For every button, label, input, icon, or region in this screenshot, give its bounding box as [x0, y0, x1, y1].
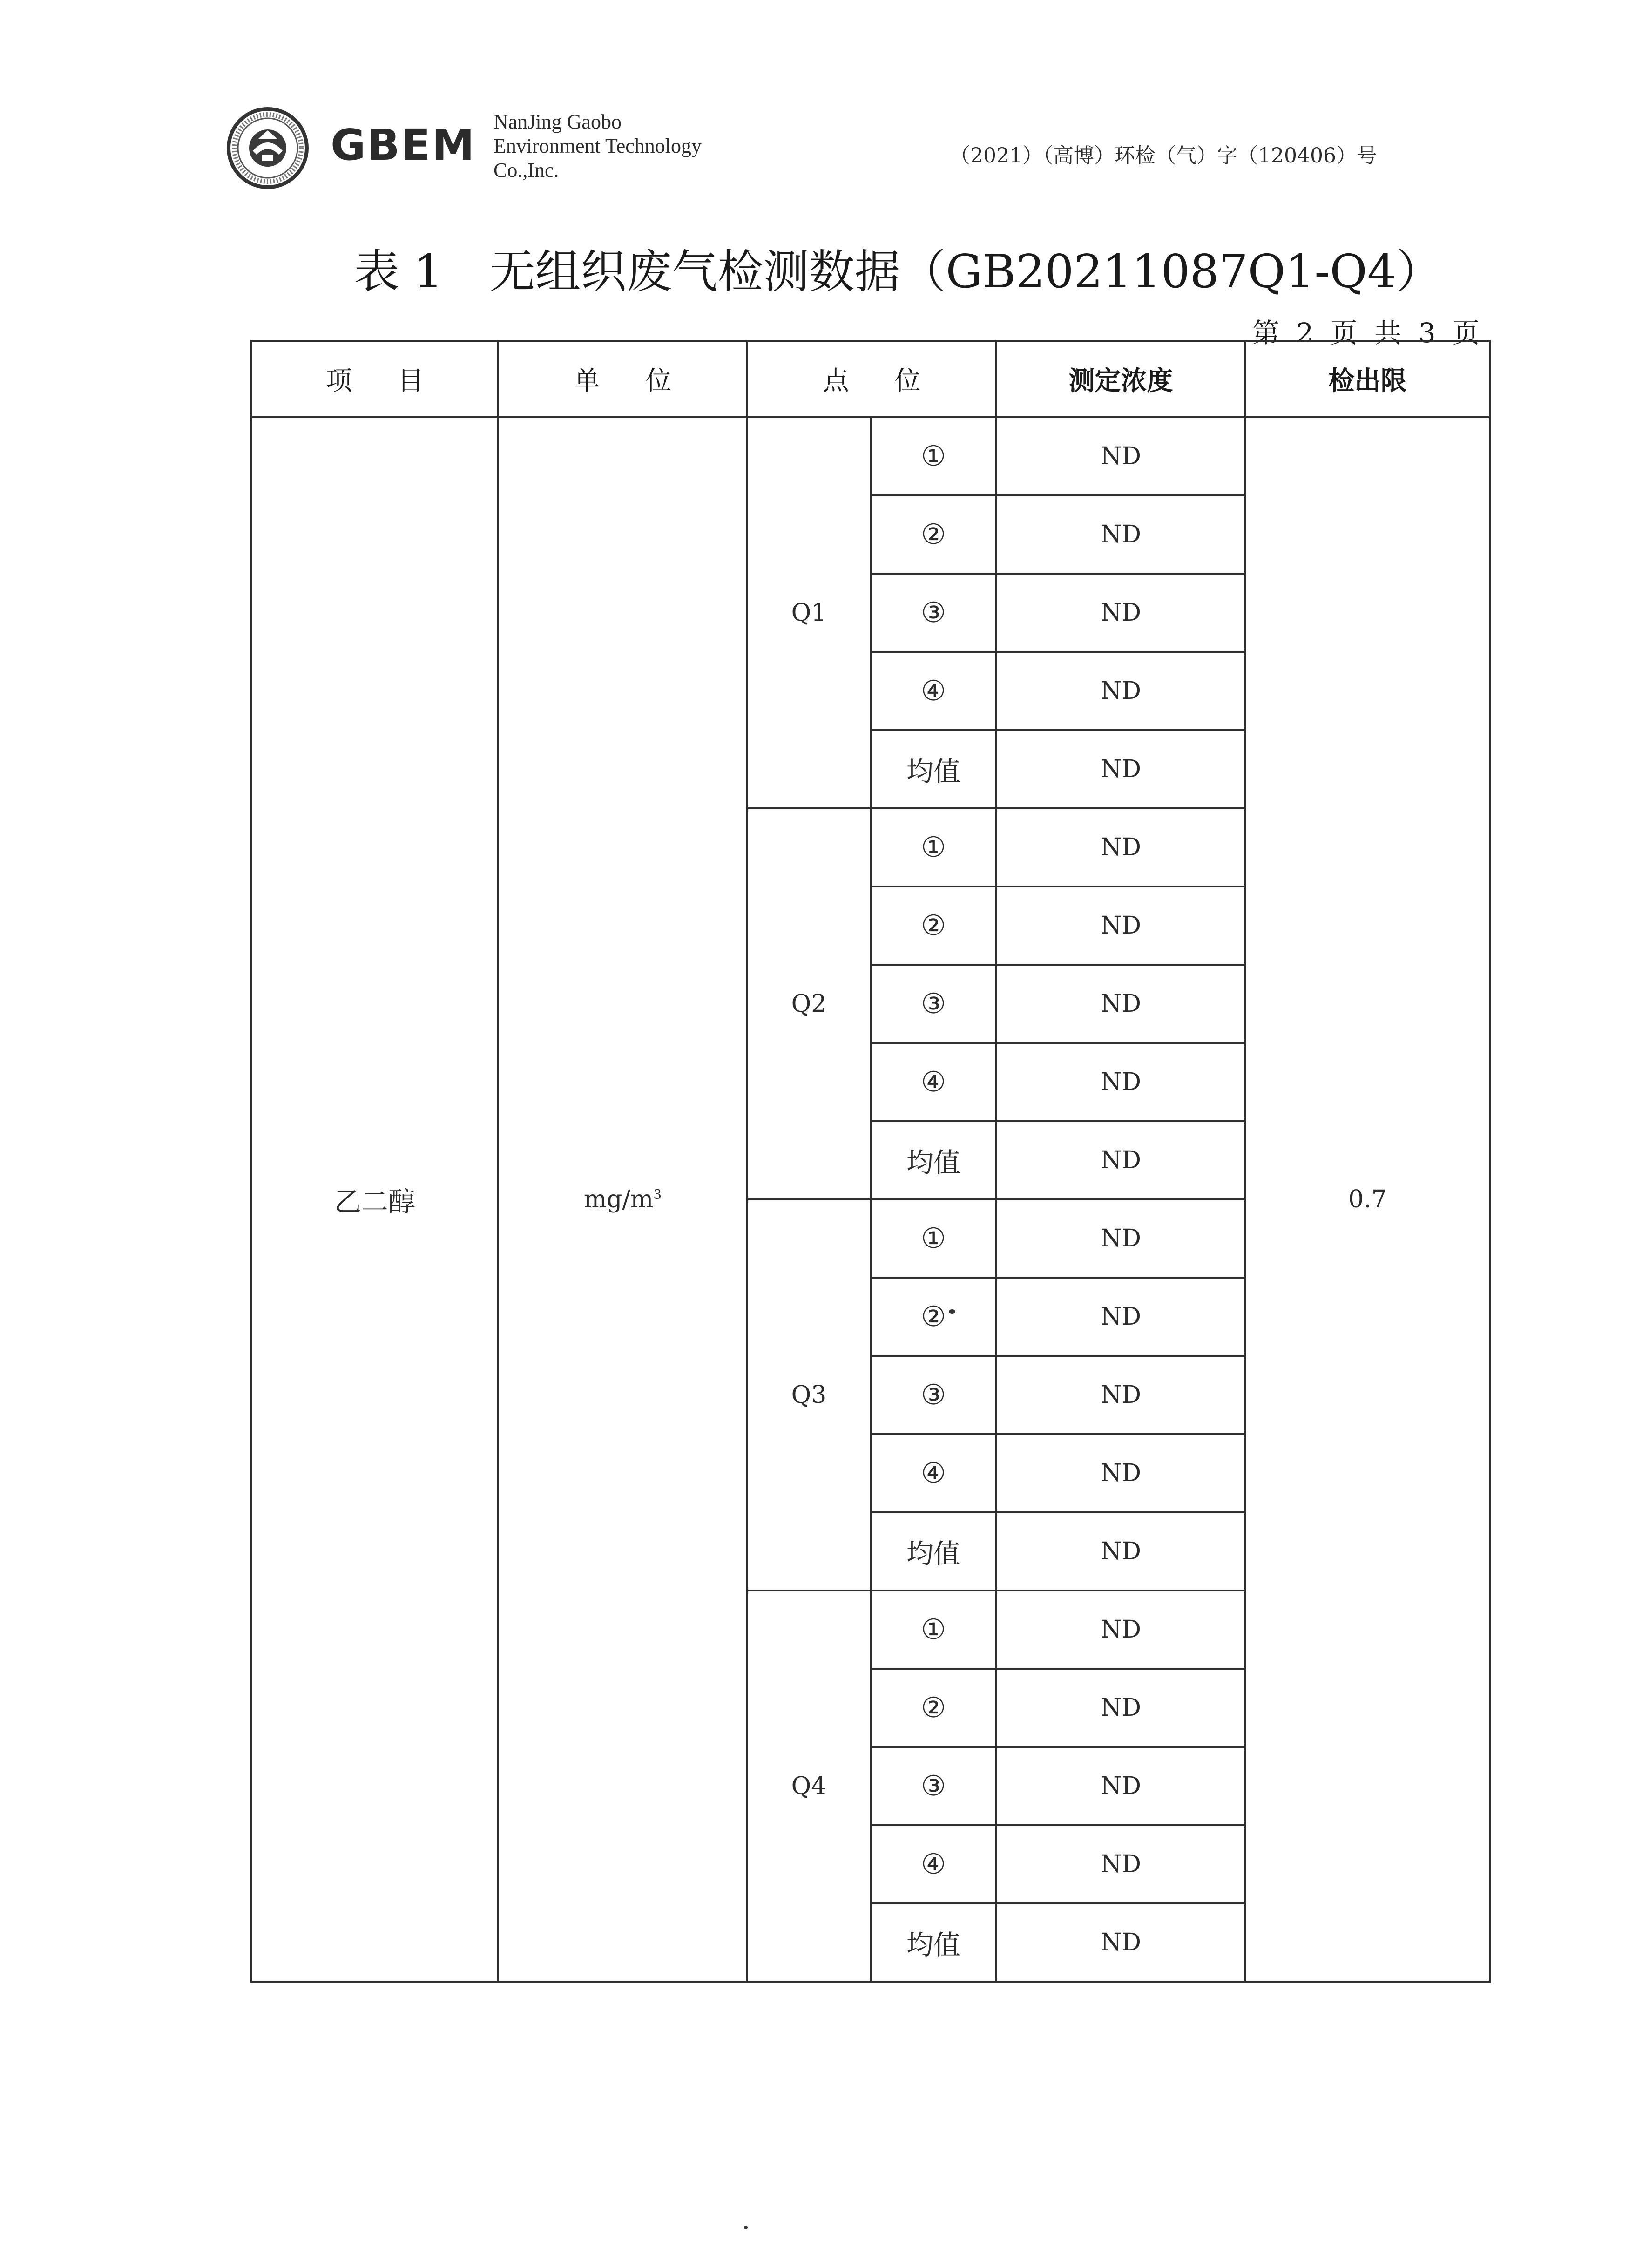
emission-data-table — [250, 340, 1491, 1983]
table-title-text: 无组织废气检测数据（GB20211087Q1-Q4） — [489, 245, 1442, 298]
sample-label: ① — [871, 808, 996, 887]
sample-label: ① — [871, 1591, 996, 1669]
concentration-value: ND — [996, 652, 1245, 730]
concentration-value: ND — [996, 495, 1245, 574]
report-number: （2021）（高博）环检（气）字（120406）号 — [950, 144, 1377, 168]
concentration-value: ND — [996, 1043, 1245, 1121]
location-cell: Q1 — [747, 417, 871, 808]
scan-speck — [744, 2226, 748, 2229]
concentration-value: ND — [996, 1278, 1245, 1356]
concentration-value: ND — [996, 1825, 1245, 1903]
header-point: 点 位 — [747, 341, 996, 417]
item-cell: 乙二醇 — [251, 417, 498, 1982]
concentration-value: ND — [996, 965, 1245, 1043]
sample-label: ③ — [871, 1747, 996, 1825]
concentration-value: ND — [996, 1669, 1245, 1747]
concentration-value: ND — [996, 1747, 1245, 1825]
concentration-value: ND — [996, 1199, 1245, 1278]
concentration-value: ND — [996, 1356, 1245, 1434]
concentration-value: ND — [996, 574, 1245, 652]
company-seal-logo — [226, 106, 310, 190]
sample-label: ④ — [871, 652, 996, 730]
header-detection-limit: 检出限 — [1245, 341, 1490, 417]
average-label: 均值 — [871, 1121, 996, 1199]
table-header-row — [251, 341, 1490, 417]
sample-label: ③ — [871, 574, 996, 652]
detection-limit-cell: 0.7 — [1245, 417, 1490, 1982]
company-name — [493, 110, 702, 183]
concentration-value: ND — [996, 1903, 1245, 1982]
average-label: 均值 — [871, 1903, 996, 1982]
unit-superscript: 3 — [653, 1186, 662, 1202]
concentration-value: ND — [996, 1434, 1245, 1512]
header-item: 项 目 — [251, 341, 498, 417]
sample-label: ② — [871, 1669, 996, 1747]
sample-label: ① — [871, 417, 996, 495]
sample-label: ② — [871, 1278, 996, 1356]
company-name-line-2: Environment Technology — [493, 135, 702, 157]
company-name-line-3: Co.,Inc. — [493, 159, 559, 182]
unit-cell — [498, 417, 747, 1982]
brand-name: GBEM — [331, 120, 476, 170]
sample-label: ① — [871, 1199, 996, 1278]
concentration-value: ND — [996, 1121, 1245, 1199]
table-title — [354, 235, 1442, 301]
sample-label: ③ — [871, 1356, 996, 1434]
concentration-value: ND — [996, 1512, 1245, 1591]
concentration-value: ND — [996, 887, 1245, 965]
page-counter: 第 2 页 共 3 页 — [1252, 317, 1480, 349]
average-label: 均值 — [871, 730, 996, 808]
table-row — [251, 417, 1490, 495]
sample-label: ④ — [871, 1825, 996, 1903]
sample-label: ④ — [871, 1434, 996, 1512]
sample-label: ④ — [871, 1043, 996, 1121]
location-cell: Q4 — [747, 1591, 871, 1982]
concentration-value: ND — [996, 1591, 1245, 1669]
unit-text: mg/m — [583, 1185, 654, 1213]
sample-label: ② — [871, 887, 996, 965]
concentration-value: ND — [996, 730, 1245, 808]
concentration-value: ND — [996, 808, 1245, 887]
location-cell: Q2 — [747, 808, 871, 1199]
table-number: 表 1 — [354, 245, 443, 298]
concentration-value: ND — [996, 417, 1245, 495]
sample-label: ② — [871, 495, 996, 574]
average-label: 均值 — [871, 1512, 996, 1591]
header-concentration: 测定浓度 — [996, 341, 1245, 417]
sample-label: ③ — [871, 965, 996, 1043]
scan-speck — [949, 1309, 955, 1314]
company-name-line-1: NanJing Gaobo — [493, 110, 622, 133]
header-unit: 单 位 — [498, 341, 747, 417]
location-cell: Q3 — [747, 1199, 871, 1591]
